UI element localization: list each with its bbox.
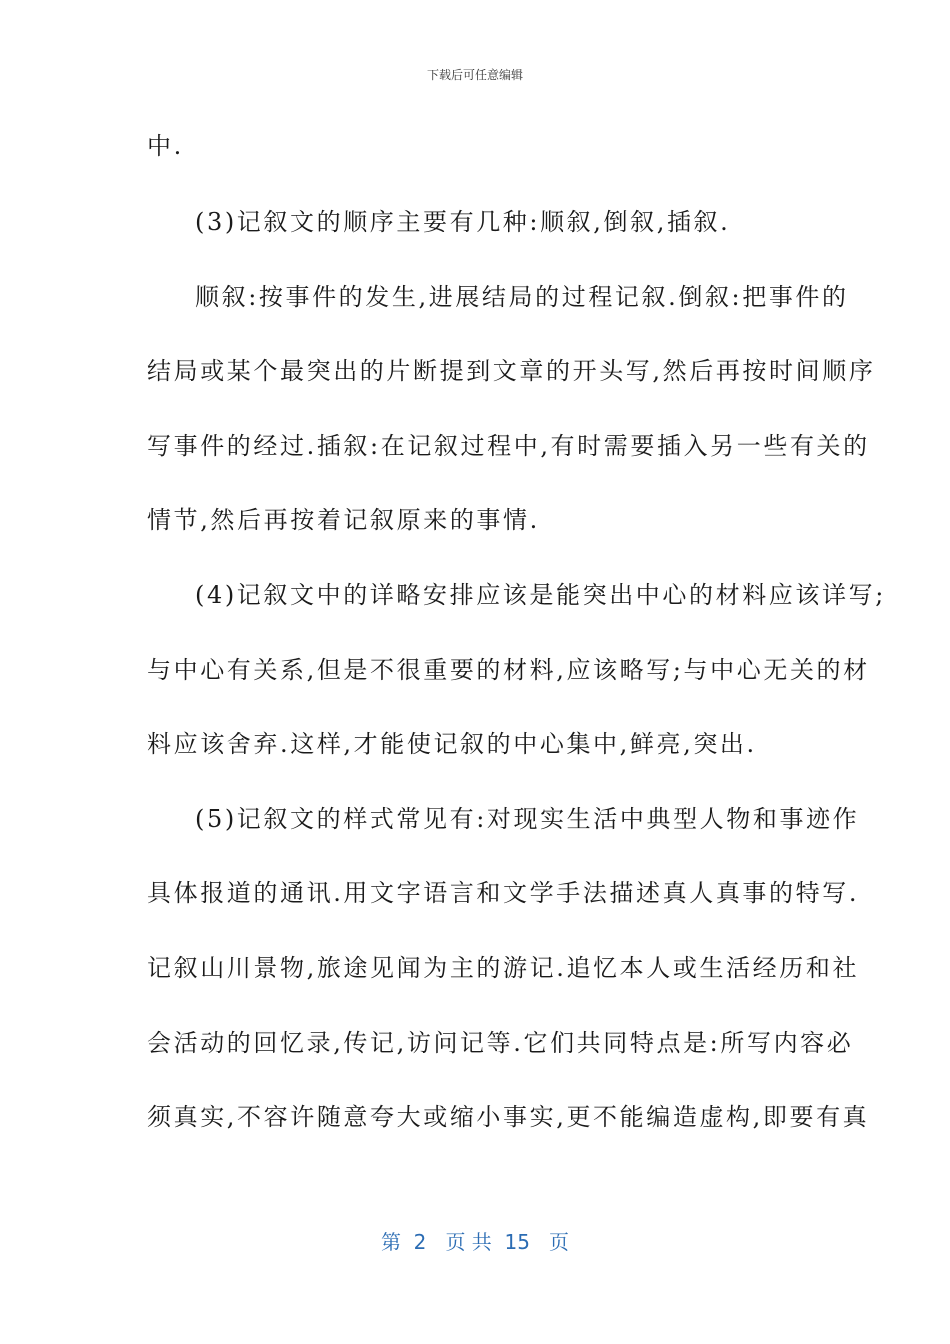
body-line: 情节,然后再按着记叙原来的事情.	[147, 506, 540, 534]
page-number-footer: 第 2 页 共 15 页	[380, 1230, 570, 1254]
body-line: 结局或某个最突出的片断提到文章的开头写,然后再按时间顺序	[147, 357, 876, 385]
body-line: 具体报道的通讯.用文字语言和文学手法描述真人真事的特写.	[147, 879, 860, 907]
body-line: 写事件的经过.插叙:在记叙过程中,有时需要插入另一些有关的	[147, 432, 870, 460]
header-note: 下载后可任意编辑	[426, 68, 523, 82]
body-line: 须真实,不容许随意夸大或缩小事实,更不能编造虚构,即要有真	[147, 1103, 870, 1131]
body-line: (5)记叙文的样式常见有:对现实生活中典型人物和事迹作	[195, 805, 860, 833]
body-line: (4)记叙文中的详略安排应该是能突出中心的材料应该详写;	[195, 581, 886, 609]
body-line: 记叙山川景物,旅途见闻为主的游记.追忆本人或生活经历和社	[147, 954, 860, 982]
body-line: 与中心有关系,但是不很重要的材料,应该略写;与中心无关的材	[147, 656, 870, 684]
body-line: 料应该舍弃.这样,才能使记叙的中心集中,鲜亮,突出.	[147, 730, 757, 758]
body-line: 中.	[147, 132, 184, 160]
body-line: (3)记叙文的顺序主要有几种:顺叙,倒叙,插叙.	[195, 208, 731, 236]
body-line: 顺叙:按事件的发生,进展结局的过程记叙.倒叙:把事件的	[195, 283, 849, 311]
body-line: 会活动的回忆录,传记,访问记等.它们共同特点是:所写内容必	[147, 1029, 854, 1057]
